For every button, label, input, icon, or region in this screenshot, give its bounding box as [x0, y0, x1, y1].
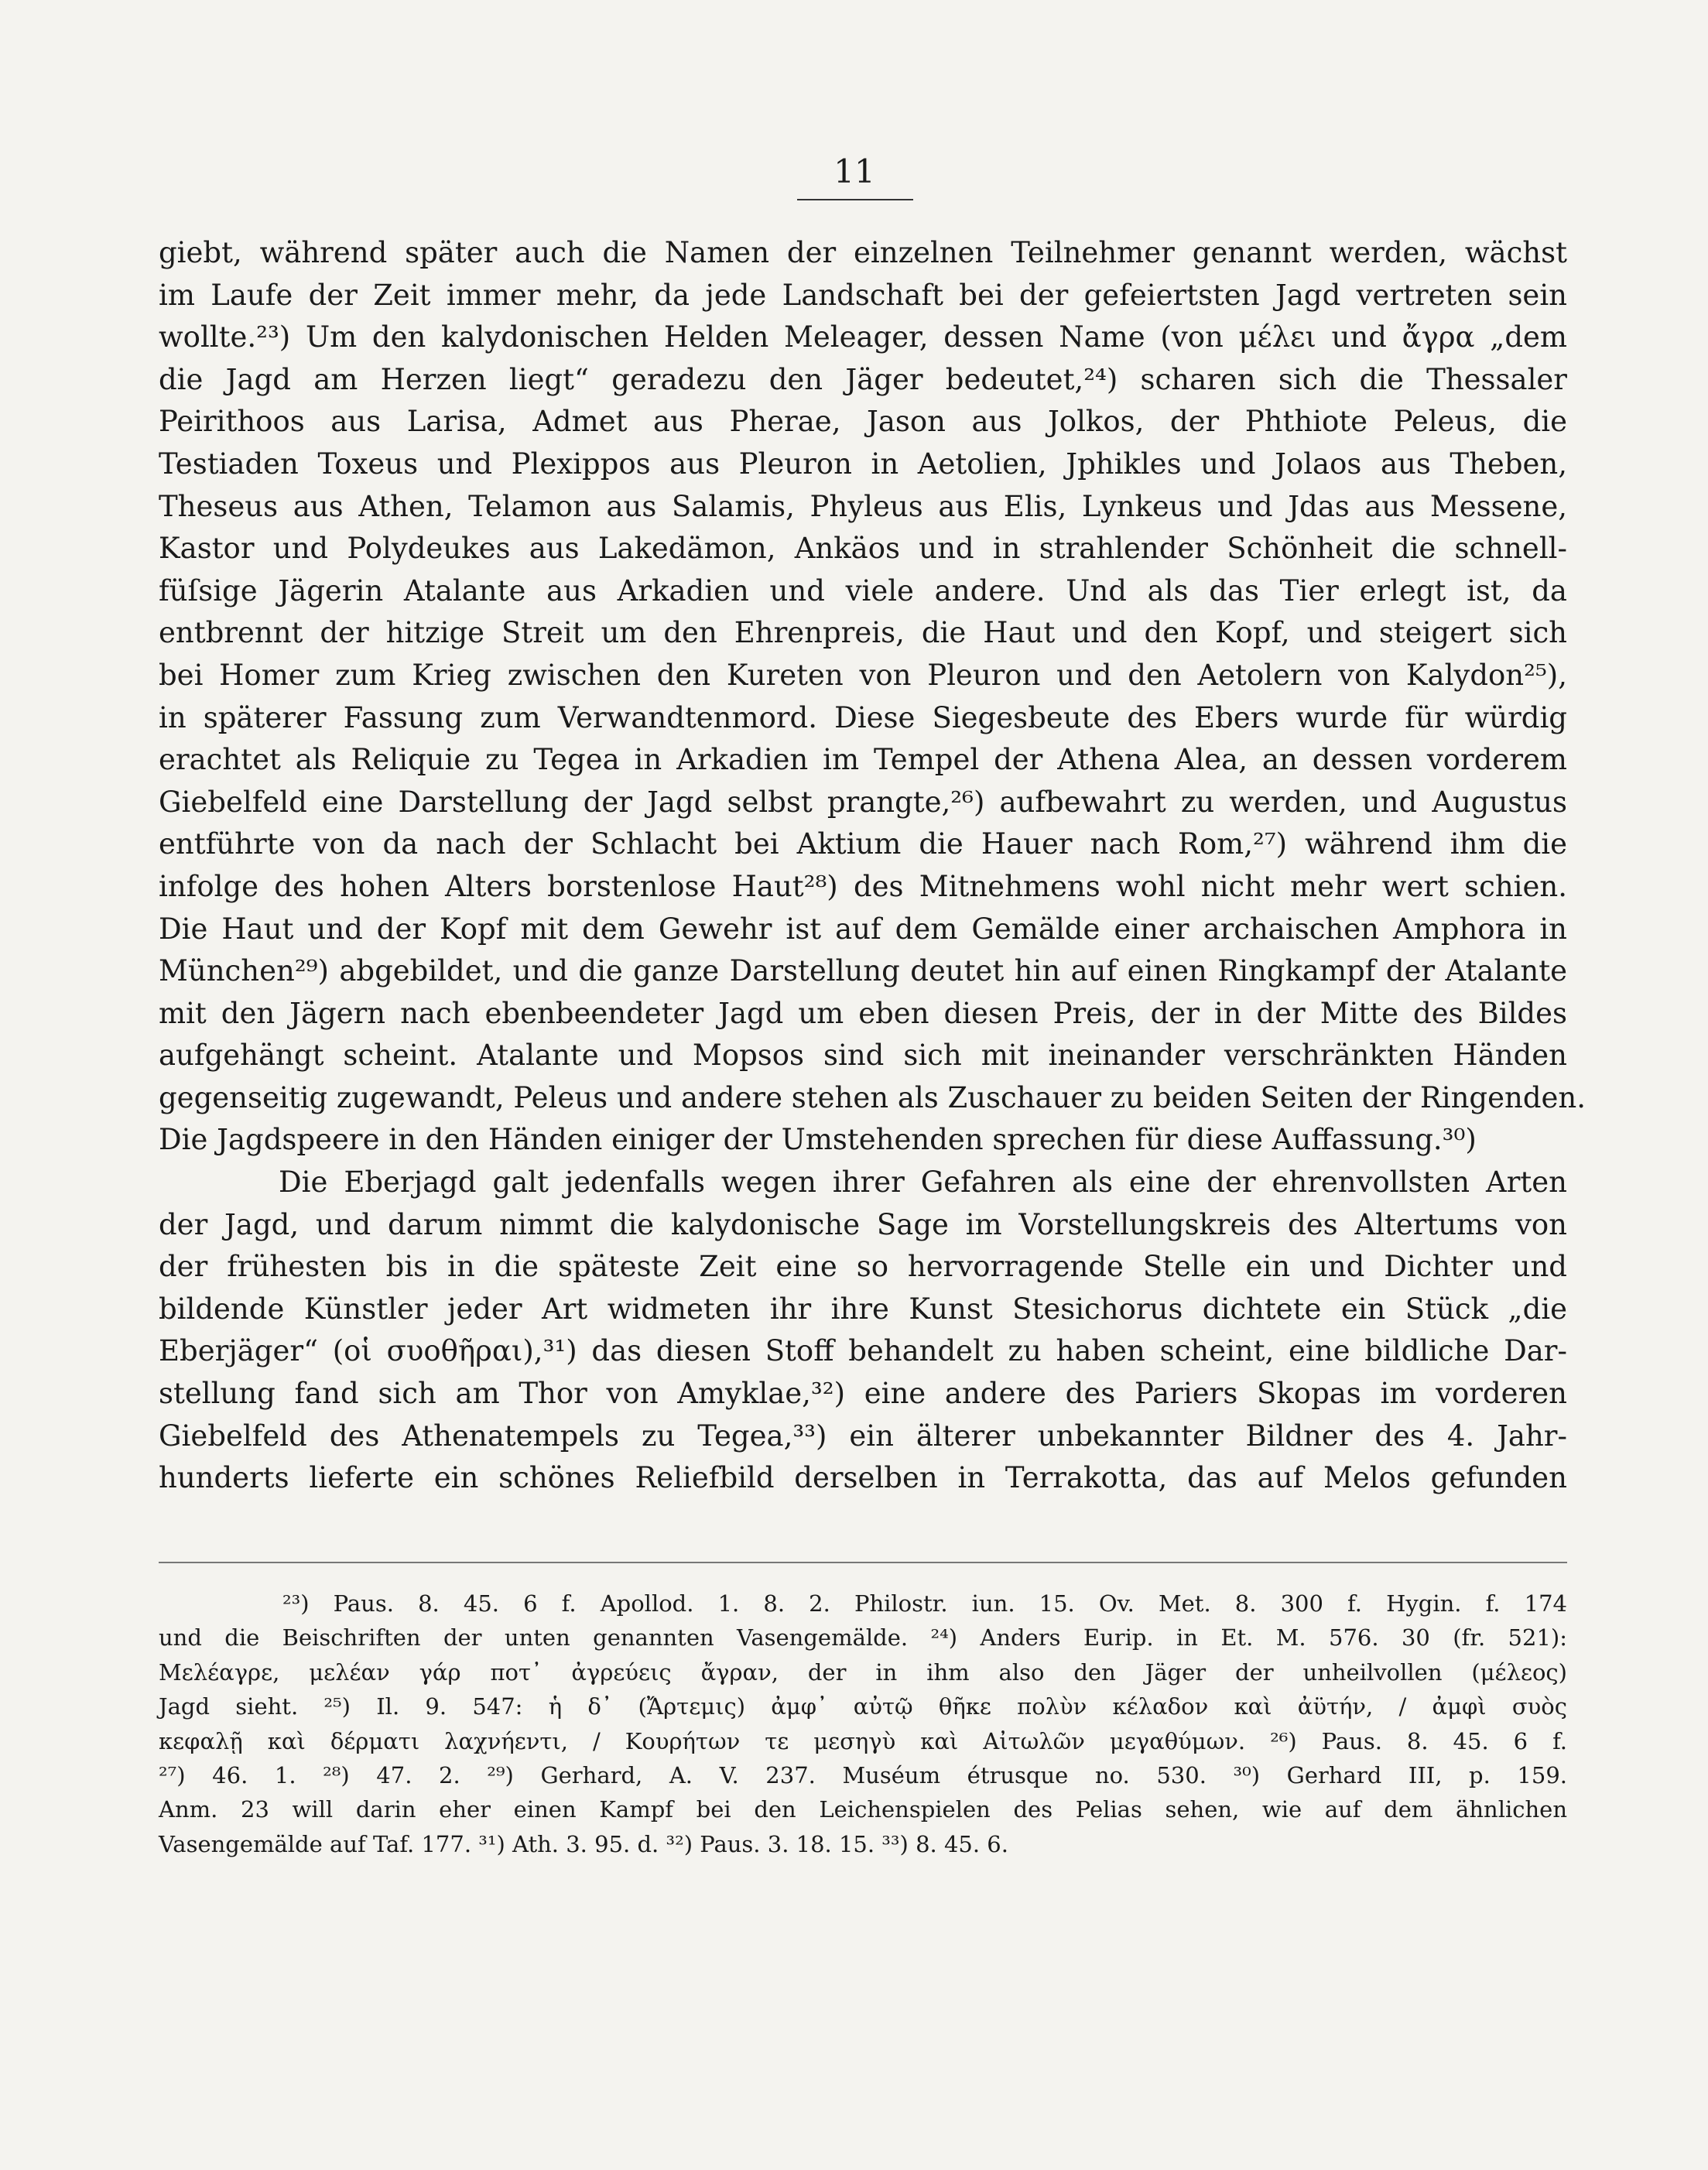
body-line: entbrennt der hitzige Streit um den Ehrenpreis, die Haut und den Kopf, und steigert sich: [159, 616, 1567, 650]
body-line: München²⁹) abgebildet, und die ganze Darstellung deutet hin auf einen Ringkampf der Atalante: [159, 954, 1567, 988]
footnote-line: κεφαλῇ καὶ δέρματι λαχνήεντι, / Κουρήτων τε μεσηγὺ καὶ Αἰτωλῶν μεγαθύμων. ²⁶) Paus. 8. 45. 6 f.: [159, 1727, 1567, 1754]
footnote-line: Μελέαγρε, μελέαν γάρ ποτ᾽ ἀγρεύεις ἄγραν, der in ihm also den Jäger der unheilvollen (μέλεος): [159, 1658, 1567, 1686]
body-line: in späterer Fassung zum Verwandtenmord. Diese Siegesbeute des Ebers wurde für würdig: [159, 700, 1567, 734]
body-line: Die Jagdspeere in den Händen einiger der Umstehenden sprechen für diese Auffassung.³⁰): [159, 1123, 1477, 1157]
footnote-line: Jagd sieht. ²⁵) Il. 9. 547: ἡ δ᾽ (Ἄρτεμις) ἀμφ᾽ αὐτῷ θῆκε πολὺν κέλαδον καὶ ἀϋτήν, / ἀμφὶ συὸς: [159, 1693, 1567, 1720]
page-number-rule: [797, 199, 913, 200]
body-line: der frühesten bis in die späteste Zeit eine so hervorragende Stelle ein und Dichter und: [159, 1250, 1567, 1284]
body-line: erachtet als Reliquie zu Tegea in Arkadien im Tempel der Athena Alea, an dessen vorderem: [159, 743, 1567, 777]
body-line: Peirithoos aus Larisa, Admet aus Pherae, Jason aus Jolkos, der Phthiote Peleus, die: [159, 405, 1567, 439]
footnote-line: ²³) Paus. 8. 45. 6 f. Apollod. 1. 8. 2. Philostr. iun. 15. Ov. Met. 8. 300 f. Hygin. f. 174: [282, 1590, 1567, 1617]
body-line: wollte.²³) Um den kalydonischen Helden Meleager, dessen Name (von μέλει und ἄγρα „dem: [159, 320, 1567, 354]
body-line: infolge des hohen Alters borstenlose Haut²⁸) des Mitnehmens wohl nicht mehr wert schien.: [159, 869, 1567, 903]
footnote-line: und die Beischriften der unten genannten Vasengemälde. ²⁴) Anders Eurip. in Et. M. 576. 30 (fr. 521):: [159, 1624, 1567, 1651]
body-line: Theseus aus Athen, Telamon aus Salamis, Phyleus aus Elis, Lynkeus und Jdas aus Messene,: [159, 489, 1567, 523]
footnote-line: ²⁷) 46. 1. ²⁸) 47. 2. ²⁹) Gerhard, A. V. 237. Muséum étrusque no. 530. ³⁰) Gerhard III, p. 159.: [159, 1761, 1567, 1788]
body-line: entführte von da nach der Schlacht bei Aktium die Hauer nach Rom,²⁷) während ihm die: [159, 827, 1567, 861]
paragraph-start: Die Eberjagd galt jedenfalls wegen ihrer Gefahren als eine der ehrenvollsten Arten: [279, 1165, 1567, 1200]
body-line: Giebelfeld des Athenatempels zu Tegea,³³) ein älterer unbekannter Bildner des 4. Jahr-: [159, 1419, 1567, 1453]
body-line: füſsige Jägerin Atalante aus Arkadien und viele andere. Und als das Tier erlegt ist, da: [159, 573, 1567, 608]
page-number: 11: [833, 152, 875, 190]
body-line: die Jagd am Herzen liegt“ geradezu den Jäger bedeutet,²⁴) scharen sich die Thessaler: [159, 362, 1567, 396]
body-line: bei Homer zum Krieg zwischen den Kureten von Pleuron und den Aetolern von Kalydon²⁵),: [159, 658, 1567, 692]
body-line: gegenseitig zugewandt, Peleus und andere stehen als Zuschauer zu beiden Seiten der Ringenden.: [159, 1080, 1586, 1114]
body-line: giebt, während später auch die Namen der einzelnen Teilnehmer genannt werden, wächst: [159, 236, 1567, 269]
body-line: mit den Jägern nach ebenbeendeter Jagd um eben diesen Preis, der in der Mitte des Bildes: [159, 996, 1567, 1030]
body-line: der Jagd, und darum nimmt die kalydonische Sage im Vorstellungskreis des Altertums von: [159, 1207, 1567, 1241]
footnote-line: Vasengemälde auf Taf. 177. ³¹) Ath. 3. 95. d. ³²) Paus. 3. 18. 15. ³³) 8. 45. 6.: [159, 1830, 1008, 1857]
body-line: Eberjäger“ (οἱ συοθῆραι),³¹) das diesen Stoff behandelt zu haben scheint, eine bildliche Dar-: [159, 1334, 1567, 1368]
body-line: Die Haut und der Kopf mit dem Gewehr ist auf dem Gemälde einer archaischen Amphora in: [159, 912, 1567, 946]
footnotes: [159, 1586, 1567, 1861]
footnote-line: Anm. 23 will darin eher einen Kampf bei den Leichenspielen des Pelias sehen, wie auf dem ähnlichen: [159, 1796, 1567, 1823]
body-line: Giebelfeld eine Darstellung der Jagd selbst prangte,²⁶) aufbewahrt zu werden, und Augustus: [159, 785, 1567, 819]
body-line: aufgehängt scheint. Atalante und Mopsos sind sich mit ineinander verschränkten Händen: [159, 1039, 1567, 1073]
footnote-separator: [159, 1562, 1567, 1563]
body-line: Kastor und Polydeukes aus Lakedämon, Ankäos und in strahlender Schönheit die schnell-: [159, 532, 1567, 566]
body-text: [159, 232, 1586, 1500]
body-line: bildende Künstler jeder Art widmeten ihr ihre Kunst Stesichorus dichtete ein Stück „die: [159, 1292, 1567, 1326]
body-line: hunderts lieferte ein schönes Reliefbild derselben in Terrakotta, das auf Melos gefunden: [159, 1461, 1567, 1495]
body-line: Testiaden Toxeus und Plexippos aus Pleuron in Aetolien, Jphikles und Jolaos aus Theben,: [159, 447, 1567, 481]
body-line: im Laufe der Zeit immer mehr, da jede Landschaft bei der gefeiertsten Jagd vertreten sein: [159, 278, 1567, 312]
body-line: stellung fand sich am Thor von Amyklae,³²) eine andere des Pariers Skopas im vorderen: [159, 1377, 1567, 1411]
